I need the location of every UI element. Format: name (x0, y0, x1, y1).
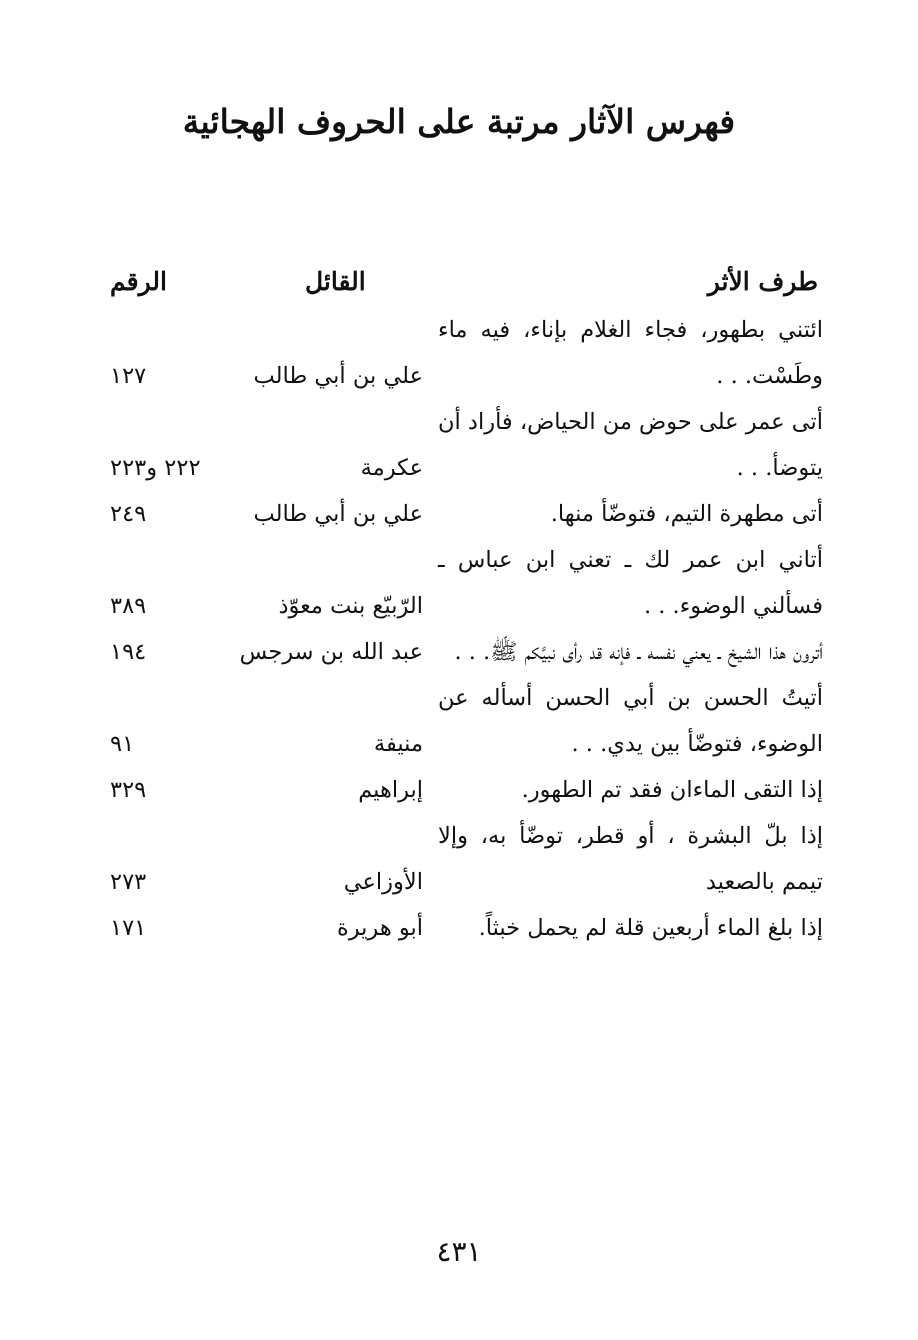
entry-sayer: عكرمة (360, 455, 423, 481)
page-title: فهرس الآثار مرتبة على الحروف الهجائية (182, 102, 736, 141)
entry-number: ٩١ (110, 731, 135, 757)
entry-text: إذا بلّ البشرة ، أو قطر، توضّأ به، وإلا تيمم بالصعيد (438, 823, 823, 895)
entry-text: إذا بلغ الماء أربعين قلة لم يحمل خبثاً. (478, 915, 823, 941)
entry-text: ائتني بطهور، فجاء الغلام بإناء، فيه ماء وطَسْت. . . (438, 317, 823, 389)
entry-number: ٢٧٣ (110, 869, 147, 895)
index-entry (98, 813, 823, 905)
entry-sayer: الأوزاعي (343, 869, 423, 895)
entry-sayer: علي بن أبي طالب (253, 363, 423, 389)
index-entry (98, 307, 823, 399)
entry-number: ٣٨٩ (110, 593, 147, 619)
column-header-sayer: القائل (305, 267, 366, 296)
entry-number: ٢٤٩ (110, 501, 147, 527)
entry-text: أتى عمر على حوض من الحياض، فأراد أن يتوضأ. . . (438, 409, 823, 481)
entry-text: أتى مطهرة التيم، فتوضّأ منها. (550, 501, 823, 527)
entry-text: أتيتُ الحسن بن أبي الحسن أسأله عن الوضوء، فتوضّأ بين يدي. . . (438, 685, 823, 757)
column-header-number: الرقم (110, 267, 167, 296)
entry-sayer: إبراهيم (358, 777, 423, 803)
entry-text: أتاني ابن عمر لك ـ تعني ابن عباس ـ فسألني الوضوء. . . (438, 547, 823, 619)
index-entry (98, 675, 823, 767)
entry-number: ١٩٤ (110, 639, 147, 665)
entry-number: ٢٢٢ و٢٢٣ (110, 455, 201, 481)
entry-sayer: الرّبيّع بنت معوّذ (278, 593, 423, 619)
index-entry (98, 491, 823, 537)
entry-text: إذا التقى الماءان فقد تم الطهور. (521, 777, 823, 803)
index-entry (98, 905, 823, 951)
index-entry (98, 537, 823, 629)
entry-number: ١٢٧ (110, 363, 147, 389)
index-entry (98, 399, 823, 491)
athar-index-list (98, 307, 823, 951)
column-header-athar: طرف الأثر (707, 267, 818, 296)
entry-number: ٣٢٩ (110, 777, 147, 803)
page-number: ٤٣١ (436, 1235, 482, 1268)
entry-sayer: أبو هريرة (336, 915, 423, 941)
entry-sayer: منيفة (373, 731, 423, 757)
index-entry (98, 629, 823, 675)
entry-text: أترون هذا الشيخ ـ يعني نفسه ـ فإنه قد رأى نبيَّكم ﷺ. . . (454, 639, 823, 665)
index-entry (98, 767, 823, 813)
entry-sayer: عبد الله بن سرجس (239, 639, 423, 665)
entry-number: ١٧١ (110, 915, 147, 941)
entry-sayer: علي بن أبي طالب (253, 501, 423, 527)
